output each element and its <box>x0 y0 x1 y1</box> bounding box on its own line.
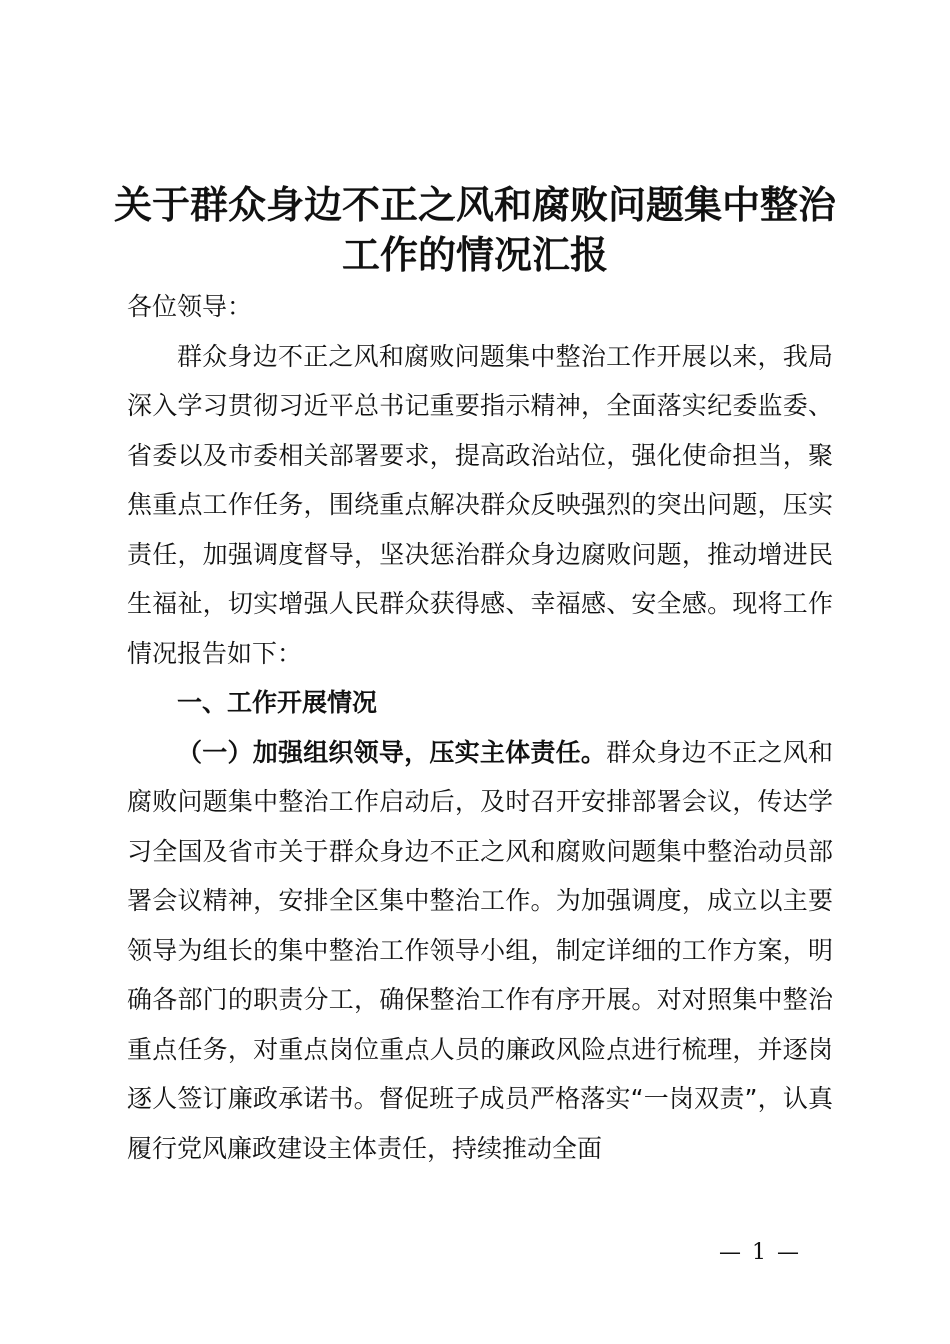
document-body <box>127 282 833 1173</box>
section-heading: 一、工作开展情况 <box>177 688 378 717</box>
document-title: 关于群众身边不正之风和腐败问题集中整治工作的情况汇报 <box>113 183 836 277</box>
subsection-heading: （一）加强组织领导，压实主体责任。 <box>177 737 607 767</box>
subsection-body: 群众身边不正之风和腐败问题集中整治工作启动后，及时召开安排部署会议，传达学习全国及省市关于群众身边不正之风和腐败问题集中整治动员部署会议精神，安排全区集中整治工作。为加强调度，成立以主要领导为组长的集中整治工作领导小组，制定详细的工作方案，明确各部门的职责分工，确保整治工作有序开展。对对照集中整治重点任务，对重点岗位重点人员的廉政风险点进行梳理，并逐岗逐人签订廉政承诺书。督促班子成员严格落实“一岗双责”，认真履行党风廉政建设主体责任，持续推动全面 <box>127 737 833 1163</box>
salutation: 各位领导： <box>127 292 253 321</box>
page-number: — 1 — <box>719 1240 801 1265</box>
subsection-paragraph <box>127 728 833 1174</box>
intro-paragraph: 群众身边不正之风和腐败问题集中整治工作开展以来，我局深入学习贯彻习近平总书记重要指示精神，全面落实纪委监委、省委以及市委相关部署要求，提高政治站位，强化使命担当，聚焦重点工作任务，围绕重点解决群众反映强烈的突出问题，压实责任，加强调度督导，坚决惩治群众身边腐败问题，推动增进民生福祉，切实增强人民群众获得感、幸福感、安全感。现将工作情况报告如下： <box>127 341 833 668</box>
